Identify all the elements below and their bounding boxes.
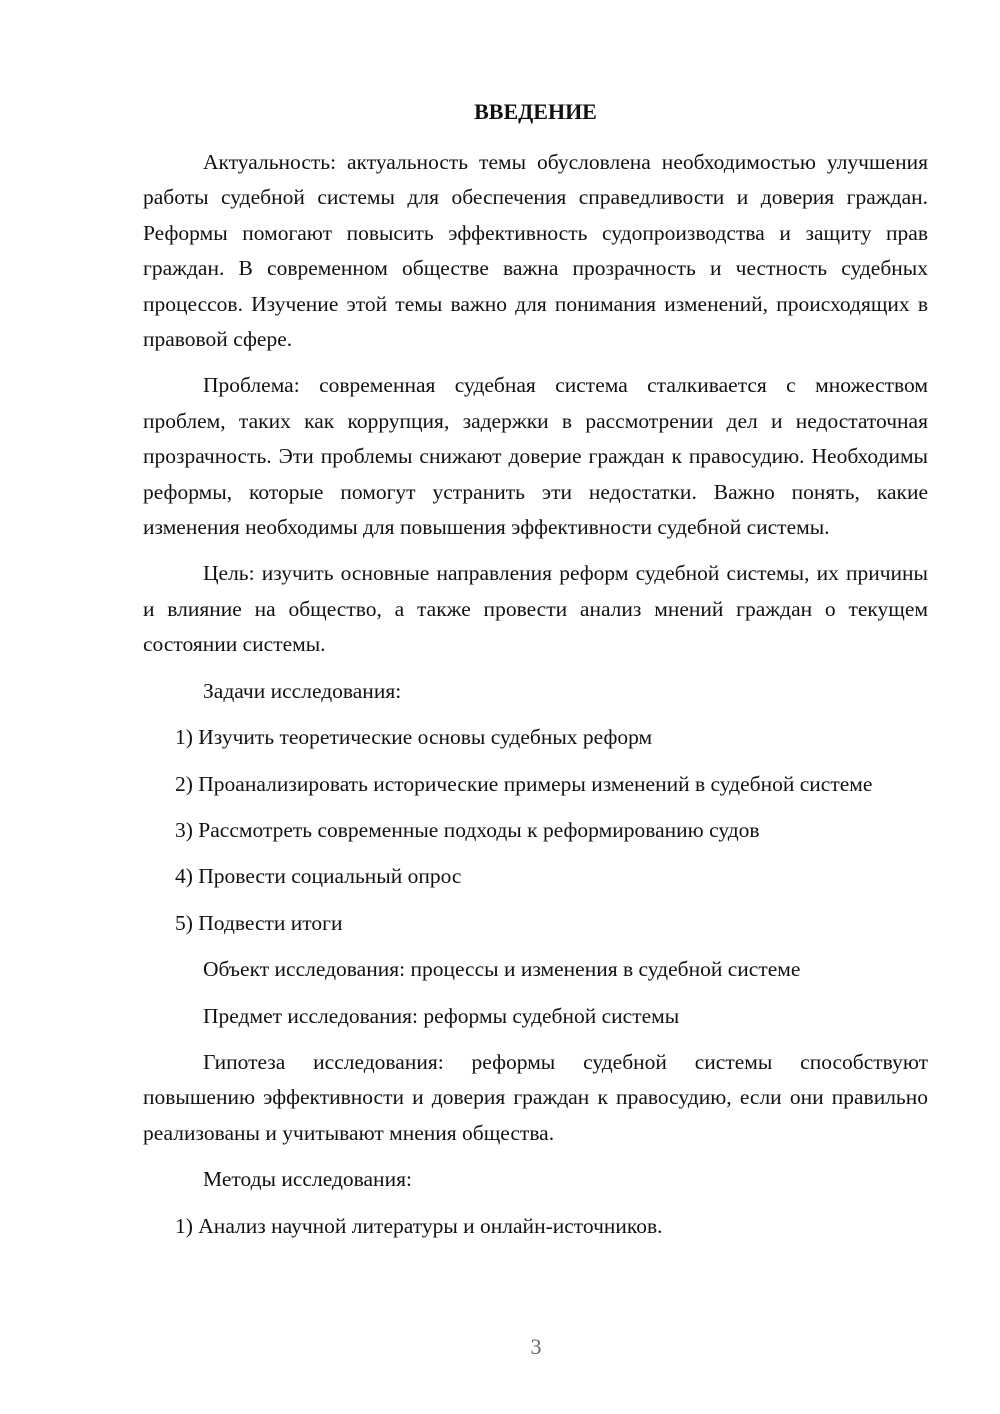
task-item: 2) Проанализировать исторические примеры изменений в судебной системе bbox=[175, 771, 873, 796]
document-page bbox=[143, 98, 928, 1255]
hypothesis-paragraph: Гипотеза исследования: реформы судебной системы способствуют повышению эффективности и доверия граждан к правосудию, если они правильно реализованы и учитывают мнения общества. bbox=[143, 1049, 928, 1145]
methods-heading: Методы исследования: bbox=[203, 1167, 412, 1192]
task-item: 3) Рассмотреть современные подходы к реформированию судов bbox=[175, 817, 760, 842]
relevance-paragraph: Актуальность: актуальность темы обусловлена необходимостью улучшения работы судебной системы для обеспечения справедливости и доверия граждан. Реформы помогают повысить эффективность судопроизводства и защиту прав граждан. В современном обществе важна прозрачность и честность судебных процессов. Изучение этой темы важно для понимания изменений, происходящих в правовой сфере. bbox=[143, 150, 928, 352]
task-item: 1) Изучить теоретические основы судебных реформ bbox=[175, 725, 653, 750]
problem-paragraph: Проблема: современная судебная система сталкивается с множеством проблем, таких как коррупция, задержки в рассмотрении дел и недостаточная прозрачность. Эти проблемы снижают доверие граждан к правосудию. Необходимы реформы, которые помогут устранить эти недостатки. Важно понять, какие изменения необходимы для повышения эффективности судебной системы. bbox=[143, 373, 928, 540]
page-number: 3 bbox=[530, 1334, 542, 1359]
object-paragraph: Объект исследования: процессы и изменения в судебной системе bbox=[203, 957, 801, 982]
task-item: 4) Провести социальный опрос bbox=[175, 864, 462, 889]
subject-paragraph: Предмет исследования: реформы судебной системы bbox=[203, 1003, 680, 1028]
goal-paragraph: Цель: изучить основные направления реформ судебной системы, их причины и влияние на общество, а также провести анализ мнений граждан о текущем состоянии системы. bbox=[143, 561, 928, 657]
tasks-heading: Задачи исследования: bbox=[203, 678, 402, 703]
task-item: 5) Подвести итоги bbox=[175, 910, 343, 935]
section-heading: ВВЕДЕНИЕ bbox=[474, 99, 597, 124]
method-item: 1) Анализ научной литературы и онлайн-источников. bbox=[175, 1213, 663, 1238]
